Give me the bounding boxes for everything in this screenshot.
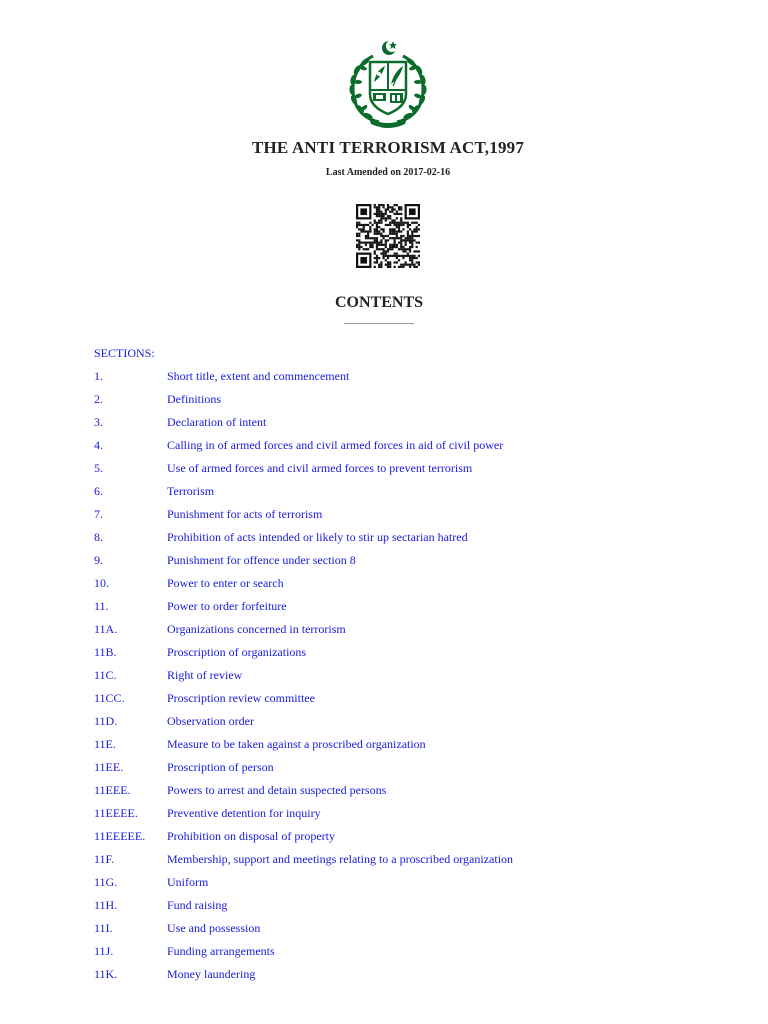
toc-entry[interactable] bbox=[94, 921, 694, 944]
section-title-link[interactable]: Calling in of armed forces and civil armed forces in aid of civil power bbox=[167, 438, 504, 452]
toc-entry[interactable] bbox=[94, 714, 694, 737]
toc-entry[interactable] bbox=[94, 530, 694, 553]
section-number[interactable]: 4. bbox=[94, 438, 103, 452]
qr-code-icon bbox=[356, 204, 420, 268]
toc-entry[interactable] bbox=[94, 944, 694, 967]
toc-entry[interactable] bbox=[94, 806, 694, 829]
section-number[interactable]: 1. bbox=[94, 369, 103, 383]
toc-entry[interactable] bbox=[94, 875, 694, 898]
section-number[interactable]: 11EEEE. bbox=[94, 806, 138, 820]
toc-entry[interactable] bbox=[94, 484, 694, 507]
section-number[interactable]: 2. bbox=[94, 392, 103, 406]
section-number[interactable]: 11CC. bbox=[94, 691, 125, 705]
section-title-link[interactable]: Funding arrangements bbox=[167, 944, 275, 958]
section-title-link[interactable]: Definitions bbox=[167, 392, 221, 406]
toc-entry[interactable] bbox=[94, 760, 694, 783]
section-number[interactable]: 6. bbox=[94, 484, 103, 498]
toc-entry[interactable] bbox=[94, 369, 694, 392]
last-amended-date: Last Amended on 2017-02-16 bbox=[325, 167, 451, 178]
section-number[interactable]: 11. bbox=[94, 599, 109, 613]
section-number[interactable]: 11EEEEE. bbox=[94, 829, 146, 843]
toc-entry[interactable] bbox=[94, 783, 694, 806]
toc-entry[interactable] bbox=[94, 967, 694, 990]
toc-entry[interactable] bbox=[94, 392, 694, 415]
section-title-link[interactable]: Power to order forfeiture bbox=[167, 599, 287, 613]
section-number[interactable]: 11J. bbox=[94, 944, 114, 958]
section-number[interactable]: 11C. bbox=[94, 668, 117, 682]
table-of-contents bbox=[94, 369, 694, 990]
toc-entry[interactable] bbox=[94, 461, 694, 484]
section-title-link[interactable]: Punishment for offence under section 8 bbox=[167, 553, 356, 567]
section-number[interactable]: 11EEE. bbox=[94, 783, 131, 797]
section-number[interactable]: 7. bbox=[94, 507, 103, 521]
section-title-link[interactable]: Prohibition of acts intended or likely to stir up sectarian hatred bbox=[167, 530, 468, 544]
section-title-link[interactable]: Money laundering bbox=[167, 967, 256, 981]
document-title: THE ANTI TERRORISM ACT,1997 bbox=[251, 138, 525, 157]
section-number[interactable]: 11B. bbox=[94, 645, 117, 659]
section-number[interactable]: 5. bbox=[94, 461, 103, 475]
toc-entry[interactable] bbox=[94, 415, 694, 438]
section-title-link[interactable]: Proscription of person bbox=[167, 760, 274, 774]
section-number[interactable]: 11EE. bbox=[94, 760, 124, 774]
contents-divider bbox=[344, 323, 414, 324]
state-emblem-icon bbox=[343, 38, 433, 130]
toc-entry[interactable] bbox=[94, 668, 694, 691]
section-number[interactable]: 11E. bbox=[94, 737, 116, 751]
section-number[interactable]: 11H. bbox=[94, 898, 118, 912]
section-title-link[interactable]: Use and possession bbox=[167, 921, 261, 935]
toc-entry[interactable] bbox=[94, 691, 694, 714]
section-title-link[interactable]: Fund raising bbox=[167, 898, 228, 912]
toc-entry[interactable] bbox=[94, 645, 694, 668]
section-title-link[interactable]: Observation order bbox=[167, 714, 254, 728]
section-title-link[interactable]: Proscription of organizations bbox=[167, 645, 307, 659]
section-title-link[interactable]: Declaration of intent bbox=[167, 415, 267, 429]
section-title-link[interactable]: Punishment for acts of terrorism bbox=[167, 507, 323, 521]
toc-entry[interactable] bbox=[94, 737, 694, 760]
toc-entry[interactable] bbox=[94, 852, 694, 875]
section-number[interactable]: 10. bbox=[94, 576, 109, 590]
toc-entry[interactable] bbox=[94, 898, 694, 921]
toc-entry[interactable] bbox=[94, 553, 694, 576]
section-title-link[interactable]: Short title, extent and commencement bbox=[167, 369, 350, 383]
section-title-link[interactable]: Terrorism bbox=[167, 484, 215, 498]
toc-entry[interactable] bbox=[94, 622, 694, 645]
toc-entry[interactable] bbox=[94, 829, 694, 852]
section-title-link[interactable]: Organizations concerned in terrorism bbox=[167, 622, 346, 636]
toc-entry[interactable] bbox=[94, 599, 694, 622]
sections-label: SECTIONS: bbox=[94, 346, 155, 360]
contents-heading: CONTENTS bbox=[334, 294, 424, 311]
section-title-link[interactable]: Right of review bbox=[167, 668, 243, 682]
section-number[interactable]: 9. bbox=[94, 553, 103, 567]
section-title-link[interactable]: Power to enter or search bbox=[167, 576, 284, 590]
section-title-link[interactable]: Use of armed forces and civil armed forces to prevent terrorism bbox=[167, 461, 473, 475]
section-number[interactable]: 11G. bbox=[94, 875, 118, 889]
section-number[interactable]: 11I. bbox=[94, 921, 113, 935]
section-number[interactable]: 8. bbox=[94, 530, 103, 544]
section-title-link[interactable]: Uniform bbox=[167, 875, 209, 889]
section-number[interactable]: 11K. bbox=[94, 967, 118, 981]
section-title-link[interactable]: Membership, support and meetings relating to a proscribed organization bbox=[167, 852, 514, 866]
section-number[interactable]: 11A. bbox=[94, 622, 118, 636]
section-title-link[interactable]: Proscription review committee bbox=[167, 691, 315, 705]
toc-entry[interactable] bbox=[94, 438, 694, 461]
toc-entry[interactable] bbox=[94, 576, 694, 599]
toc-entry[interactable] bbox=[94, 507, 694, 530]
section-number[interactable]: 3. bbox=[94, 415, 103, 429]
section-title-link[interactable]: Powers to arrest and detain suspected persons bbox=[167, 783, 387, 797]
section-title-link[interactable]: Preventive detention for inquiry bbox=[167, 806, 321, 820]
section-title-link[interactable]: Measure to be taken against a proscribed organization bbox=[167, 737, 426, 751]
section-number[interactable]: 11D. bbox=[94, 714, 118, 728]
section-number[interactable]: 11F. bbox=[94, 852, 115, 866]
section-title-link[interactable]: Prohibition on disposal of property bbox=[167, 829, 335, 843]
